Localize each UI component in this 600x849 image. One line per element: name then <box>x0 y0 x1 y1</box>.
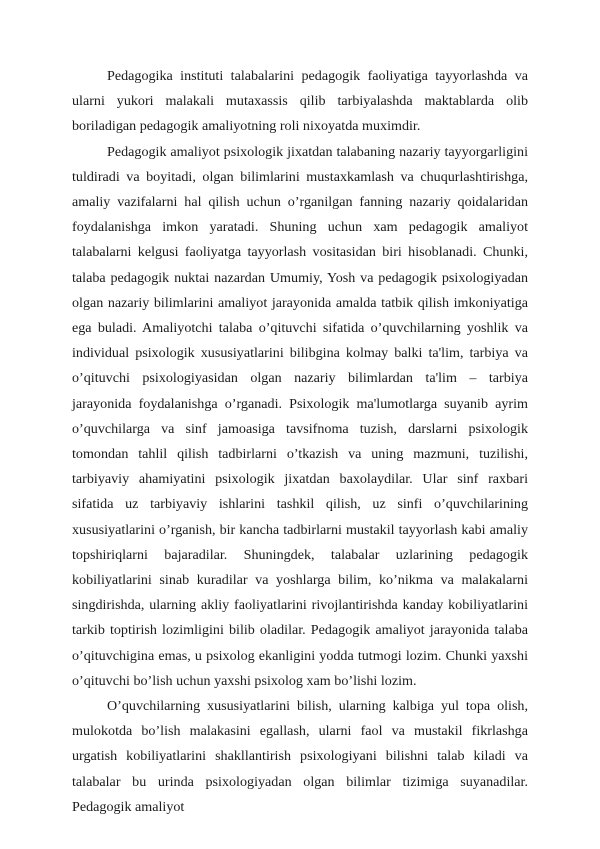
paragraph-3: O’quvchilarning xususiyatlarini bilish, ularning kalbiga yul topa olish, mulokotda bo’lish malakasini egallash, ularni faol va mustakil fikrlashga urgatish kobiliyatlarini shakllantirish psixologiyani bilishni talab kiladi va talabalar bu urinda psixologiyadan olgan bilimlar tizimiga suyanadilar. Pedagogik amaliyot <box>72 698 528 815</box>
paragraph-2: Pedagogik amaliyot psixologik jixatdan talabaning nazariy tayyorgarligini tuldiradi va boyitadi, olgan bilimlarini mustaxkamlash va chuqurlashtirishga, amaliy vazifalarni hal qilish uchun o’rganilgan fanning nazariy qoidalaridan foydalanishga imkon yaratadi. Shuning uchun xam pedagogik amaliyot talabalarni kelgusi faoliyatga tayyorlash vositasidan biri hisoblanadi. Chunki, talaba pedagogik nuktai nazardan Umumiy, Yosh va pedagogik psixologiyadan olgan nazariy bilimlarini amaliyot jarayonida amalda tatbik qilish imkoniyatiga ega buladi. Amaliyotchi talaba o’qituvchi sifatida o’quvchilarning yoshlik va individual psixologik xususiyatlarini bilibgina kolmay balki ta'lim, tarbiya va o’qituvchi psixologiyasidan olgan nazariy bilimlardan ta'lim – tarbiya jarayonida foydalanishga o’rganadi. Psixologik ma'lumotlarga suyanib ayrim o’quvchilarga va sinf jamoasiga tavsifnoma tuzish, darslarni psixologik tomondan tahlil qilish tadbirlarni o’tkazish va uning mazmuni, tuzilishi, tarbiyaviy ahamiyatini psixologik jixatdan baxolaydilar. Ular sinf raxbari sifatida uz tarbiyaviy ishlarini tashkil qilish, uz sinfi o’quvchilarining xususiyatlarini o’rganish, bir kancha tadbirlarni mustakil tayyorlash kabi amaliy topshiriqlarni bajaradilar. Shuningdek, talabalar uzlarining pedagogik kobiliyatlarini sinab kuradilar va yoshlarga bilim, ko’nikma va malakalarni singdirishda, ularning akliy faoliyatlarini rivojlantirishda kanday kobiliyatlarini tarkib toptirish lozimligini bilib oladilar. Pedagogik amaliyot jarayonida talaba o’qituvchigina emas, u psixolog ekanligini yodda tutmogi lozim. Chunki yaxshi o’qituvchi bo’lish uchun yaxshi psixolog xam bo’lishi lozim. <box>72 143 528 689</box>
paragraph-1: Pedagogika instituti talabalarini pedagogik faoliyatiga tayyorlashda va ularni yukori malakali mutaxassis qilib tarbiyalashda maktablarda olib boriladigan pedagogik amaliyotning roli nixoyatda muximdir. <box>72 68 528 135</box>
document-page <box>72 64 528 820</box>
